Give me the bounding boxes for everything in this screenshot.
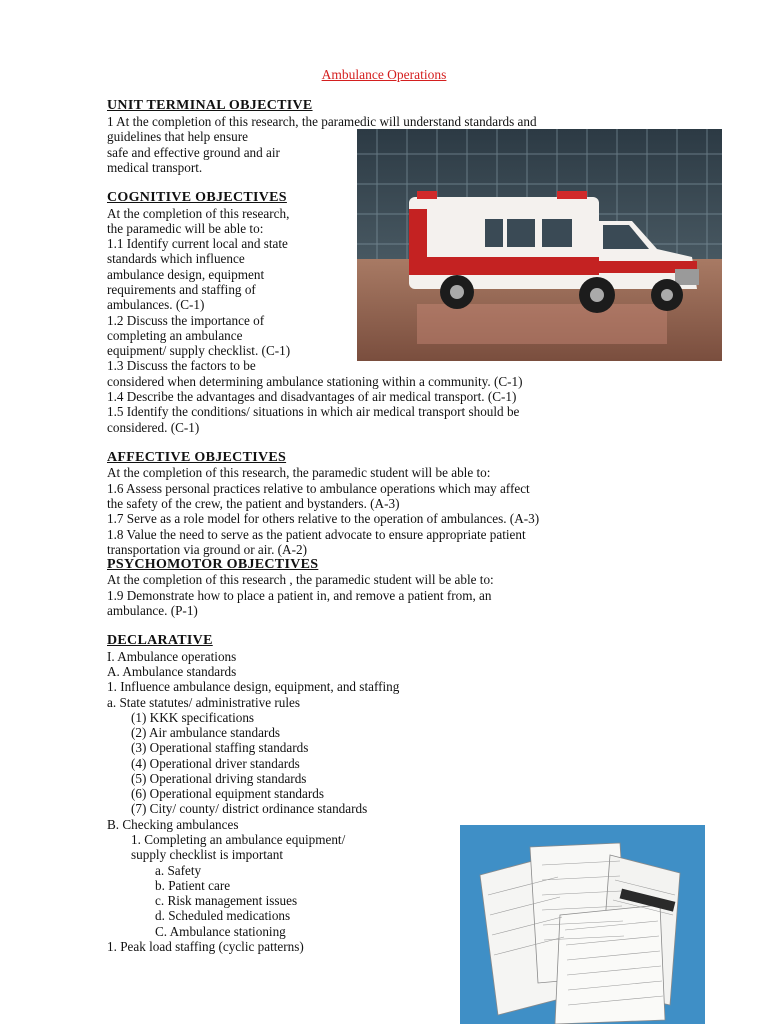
text-line: 1.9 Demonstrate how to place a patient in, and remove a patient from, an xyxy=(107,588,492,603)
text-line: ambulance design, equipment xyxy=(107,267,265,282)
outline-item: (5) Operational driving standards xyxy=(131,771,307,786)
text-line: At the completion of this research , the paramedic student will be able to: xyxy=(107,572,494,587)
outline-item: a. State statutes/ administrative rules xyxy=(107,695,301,710)
outline-item: (3) Operational staffing standards xyxy=(131,740,309,755)
ambulance-photo xyxy=(357,129,722,361)
text-line: 1.7 Serve as a role model for others relative to the operation of ambulances. (A-3) xyxy=(107,511,540,526)
text-line: At the completion of this research, xyxy=(107,206,290,221)
psychomotor-heading: PSYCHOMOTOR OBJECTIVES xyxy=(107,557,319,572)
outline-item: 1. Influence ambulance design, equipment, and staffing xyxy=(107,679,400,694)
text-line: ambulance. (P-1) xyxy=(107,603,198,618)
outline-item: supply checklist is important xyxy=(131,847,284,862)
outline-item: B. Checking ambulances xyxy=(107,817,239,832)
text-line: 1.2 Discuss the importance of xyxy=(107,313,265,328)
outline-item: I. Ambulance operations xyxy=(107,649,237,664)
text-line: requirements and staffing of xyxy=(107,282,256,297)
cognitive-heading: COGNITIVE OBJECTIVES xyxy=(107,190,287,205)
outline-item: (4) Operational driver standards xyxy=(131,756,300,771)
text-line: 1.4 Describe the advantages and disadvantages of air medical transport. (C-1) xyxy=(107,389,517,404)
text-line: 1.5 Identify the conditions/ situations in which air medical transport should be xyxy=(107,404,520,419)
outline-item: c. Risk management issues xyxy=(155,893,298,908)
outline-item: (7) City/ county/ district ordinance standards xyxy=(131,801,368,816)
outline-item: C. Ambulance stationing xyxy=(155,924,286,939)
text-line: ambulances. (C-1) xyxy=(107,297,205,312)
outline-item: 1. Peak load staffing (cyclic patterns) xyxy=(107,939,304,954)
text-line: 1 At the completion of this research, the paramedic will understand standards and xyxy=(107,114,537,129)
text-line: medical transport. xyxy=(107,160,203,175)
declarative-heading: DECLARATIVE xyxy=(107,633,213,648)
outline-item: b. Patient care xyxy=(155,878,231,893)
text-line: standards which influence xyxy=(107,251,245,266)
text-line: considered. (C-1) xyxy=(107,420,200,435)
text-line: the safety of the crew, the patient and bystanders. (A-3) xyxy=(107,496,400,511)
text-line: 1.6 Assess personal practices relative to ambulance operations which may affect xyxy=(107,481,530,496)
outline-item: (2) Air ambulance standards xyxy=(131,725,281,740)
outline-item: d. Scheduled medications xyxy=(155,908,291,923)
text-line: completing an ambulance xyxy=(107,328,243,343)
outline-item: A. Ambulance standards xyxy=(107,664,237,679)
text-line: the paramedic will be able to: xyxy=(107,221,264,236)
outline-item: 1. Completing an ambulance equipment/ xyxy=(131,832,346,847)
text-line: 1.8 Value the need to serve as the patient advocate to ensure appropriate patient xyxy=(107,527,526,542)
text-line: equipment/ supply checklist. (C-1) xyxy=(107,343,291,358)
affective-heading: AFFECTIVE OBJECTIVES xyxy=(107,450,287,465)
text-line: 1.3 Discuss the factors to be xyxy=(107,358,256,373)
unit-terminal-heading: UNIT TERMINAL OBJECTIVE xyxy=(107,98,313,113)
text-line: safe and effective ground and air xyxy=(107,145,280,160)
text-line: At the completion of this research, the paramedic student will be able to: xyxy=(107,465,491,480)
text-line: transportation via ground or air. (A-2) xyxy=(107,542,307,557)
text-line: guidelines that help ensure xyxy=(107,129,248,144)
text-line: considered when determining ambulance stationing within a community. (C-1) xyxy=(107,374,523,389)
text-line: 1.1 Identify current local and state xyxy=(107,236,288,251)
outline-item: (6) Operational equipment standards xyxy=(131,786,324,801)
checklist-photo xyxy=(460,825,705,1024)
outline-item: a. Safety xyxy=(155,863,202,878)
outline-item: (1) KKK specifications xyxy=(131,710,255,725)
document-title: Ambulance Operations xyxy=(321,67,447,82)
